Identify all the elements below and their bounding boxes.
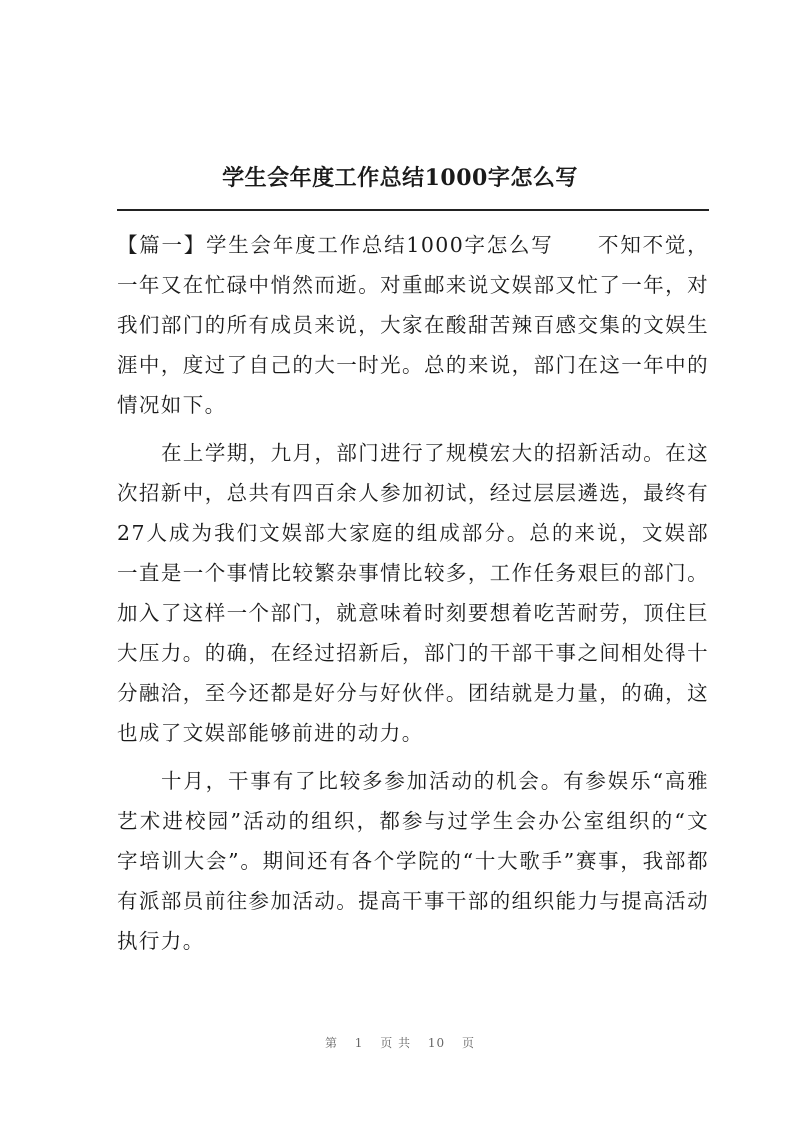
footer-current-page: 1	[354, 1036, 364, 1050]
document-body	[117, 225, 709, 969]
page-title: 学生会年度工作总结1000字怎么写	[222, 165, 578, 191]
paragraph-intro: 【篇一】学生会年度工作总结1000字怎么写 不知不觉，一年又在忙碌中悄然而逝。对重邮来说文娱部又忙了一年，对我们部门的所有成员来说，大家在酸甜苦辣百感交集的文娱生涯中，度过了自己的大一时光。总的来说，部门在这一年中的情况如下。	[117, 233, 709, 417]
footer-label-page: 第	[324, 1036, 338, 1050]
paragraph-recruitment: 在上学期，九月，部门进行了规模宏大的招新活动。在这次招新中，总共有四百余人参加初试，经过层层遴选，最终有27人成为我们文娱部大家庭的组成部分。总的来说，文娱部一直是一个事情比较繁杂事情比较多，工作任务艰巨的部门。加入了这样一个部门，就意味着时刻要想着吃苦耐劳，顶住巨大压力。的确，在经过招新后，部门的干部干事之间相处得十分融洽，至今还都是好分与好伙伴。团结就是力量，的确，这也成了文娱部能够前进的动力。	[117, 441, 709, 745]
page-footer	[0, 1034, 800, 1051]
footer-label-end: 页	[462, 1036, 476, 1050]
paragraph-october: 十月，干事有了比较多参加活动的机会。有参娱乐“高雅艺术进校园”活动的组织，都参与过学生会办公室组织的“文字培训大会”。期间还有各个学院的“十大歌手”赛事，我部都有派部员前往参加活动。提高干事干部的组织能力与提高活动执行力。	[117, 769, 709, 953]
footer-total-pages: 10	[427, 1036, 446, 1050]
title-divider	[117, 209, 709, 211]
footer-label-total: 页 共	[380, 1036, 412, 1050]
